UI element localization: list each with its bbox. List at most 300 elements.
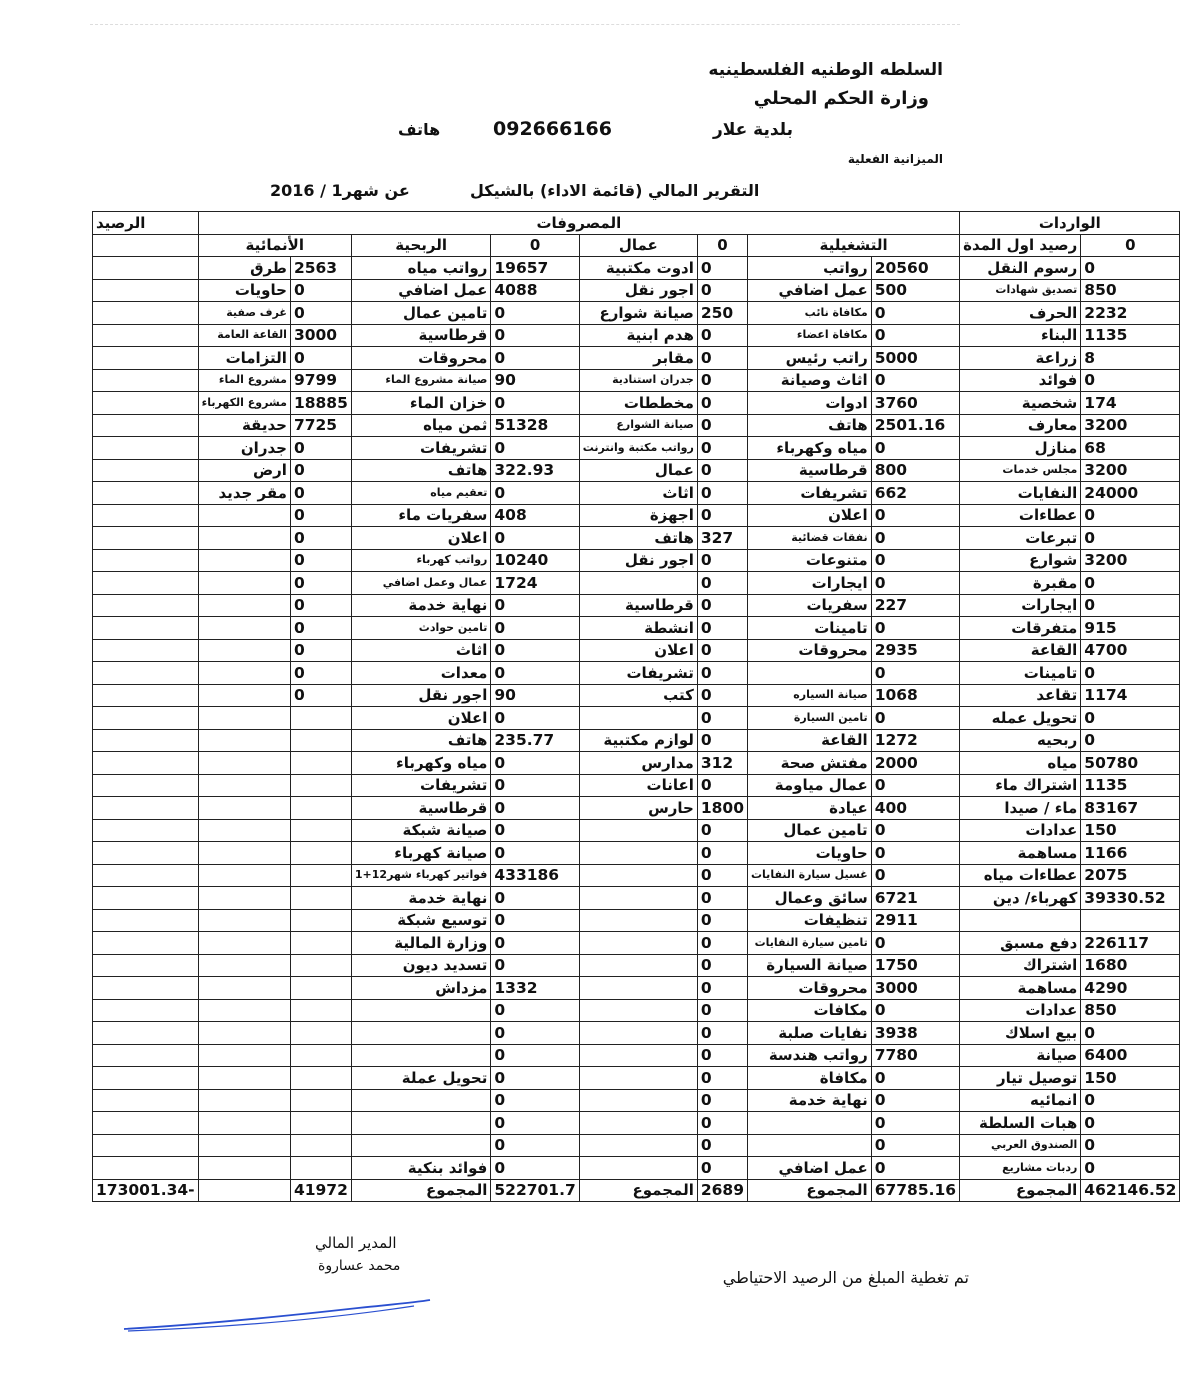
amount-cell: 0 bbox=[491, 999, 579, 1022]
label-cell: صيانة السياره bbox=[748, 684, 872, 707]
table-row bbox=[93, 617, 1180, 640]
amount-cell: 0 bbox=[871, 774, 959, 797]
amount-cell bbox=[93, 774, 199, 797]
amount-cell: 0 bbox=[871, 549, 959, 572]
label-cell: اعلان bbox=[351, 707, 491, 730]
label-cell bbox=[198, 707, 290, 730]
label-cell: ايجارات bbox=[960, 594, 1081, 617]
amount-cell: 0 bbox=[697, 729, 747, 752]
amount-cell: 0 bbox=[1081, 504, 1180, 527]
amount-cell bbox=[290, 1022, 351, 1045]
amount-cell: 0 bbox=[871, 707, 959, 730]
label-cell: تسديد ديون bbox=[351, 954, 491, 977]
amount-cell: 0 bbox=[290, 617, 351, 640]
amount-cell: 0 bbox=[871, 662, 959, 685]
amount-cell: 0 bbox=[697, 684, 747, 707]
amount-cell: 0 bbox=[697, 707, 747, 730]
amount-cell bbox=[93, 1157, 199, 1180]
label-cell: مكافات bbox=[748, 999, 872, 1022]
label-cell: ماء / صيدا bbox=[960, 797, 1081, 820]
coverage-note: تم تغطية المبلغ من الرصيد الاحتياطي bbox=[722, 1268, 969, 1287]
amount-cell: 18885 bbox=[290, 392, 351, 415]
label-cell: نفايات صلبة bbox=[748, 1022, 872, 1045]
amount-cell: 0 bbox=[697, 414, 747, 437]
label-cell: اثاث bbox=[579, 482, 697, 505]
label-cell: صيانة شبكة bbox=[351, 819, 491, 842]
amount-cell bbox=[93, 572, 199, 595]
amount-cell: 800 bbox=[871, 459, 959, 482]
label-cell: معارف bbox=[960, 414, 1081, 437]
amount-cell: 83167 bbox=[1081, 797, 1180, 820]
label-cell: لوازم مكتبية bbox=[579, 729, 697, 752]
label-cell: صيانة bbox=[960, 1044, 1081, 1067]
amount-cell: 0 bbox=[491, 1112, 579, 1135]
total-amount-cell: 462146.52 bbox=[1081, 1179, 1180, 1202]
amount-cell: 0 bbox=[491, 1089, 579, 1112]
label-cell: النفايات bbox=[960, 482, 1081, 505]
amount-cell bbox=[93, 459, 199, 482]
amount-cell: 24000 bbox=[1081, 482, 1180, 505]
label-cell: فواتير كهرباء شهر12+1 bbox=[351, 864, 491, 887]
opening-balance-value: 0 bbox=[1081, 234, 1180, 257]
amount-cell: 0 bbox=[491, 774, 579, 797]
label-cell: القاعة bbox=[748, 729, 872, 752]
label-cell: عمل اضافي bbox=[748, 1157, 872, 1180]
amount-cell: 0 bbox=[491, 932, 579, 955]
label-cell: عيادة bbox=[748, 797, 872, 820]
total-label-cell bbox=[198, 1179, 290, 1202]
label-cell bbox=[198, 527, 290, 550]
amount-cell: 7780 bbox=[871, 1044, 959, 1067]
label-cell: مياه وكهرباء bbox=[351, 752, 491, 775]
label-cell bbox=[198, 594, 290, 617]
label-cell bbox=[198, 1044, 290, 1067]
table-row bbox=[93, 1112, 1180, 1135]
amount-cell: 850 bbox=[1081, 279, 1180, 302]
label-cell bbox=[579, 819, 697, 842]
label-cell bbox=[198, 774, 290, 797]
amount-cell: 0 bbox=[871, 1089, 959, 1112]
label-cell: مجلس خدمات bbox=[960, 459, 1081, 482]
amount-cell bbox=[1081, 909, 1180, 932]
amount-cell: 0 bbox=[491, 842, 579, 865]
label-cell bbox=[579, 842, 697, 865]
amount-cell bbox=[93, 842, 199, 865]
label-cell: تامين حوادث bbox=[351, 617, 491, 640]
amount-cell: 0 bbox=[491, 662, 579, 685]
label-cell bbox=[748, 1112, 872, 1135]
label-cell: تشريفات bbox=[351, 774, 491, 797]
amount-cell: 68 bbox=[1081, 437, 1180, 460]
amount-cell: 0 bbox=[697, 504, 747, 527]
label-cell bbox=[579, 887, 697, 910]
table-row bbox=[93, 954, 1180, 977]
label-cell: تامين السيارة bbox=[748, 707, 872, 730]
revenues-header: الواردات bbox=[960, 212, 1180, 235]
amount-cell: 0 bbox=[697, 324, 747, 347]
amount-cell: 0 bbox=[1081, 594, 1180, 617]
label-cell: عمل اضافي bbox=[351, 279, 491, 302]
table-row bbox=[93, 392, 1180, 415]
amount-cell: 0 bbox=[697, 1044, 747, 1067]
amount-cell: 0 bbox=[871, 1157, 959, 1180]
amount-cell: 0 bbox=[697, 572, 747, 595]
amount-cell: 3760 bbox=[871, 392, 959, 415]
amount-cell bbox=[93, 864, 199, 887]
label-cell: هبات السلطة bbox=[960, 1112, 1081, 1135]
label-cell: حارس bbox=[579, 797, 697, 820]
table-head-row-1 bbox=[93, 212, 1180, 235]
label-cell: تشريفات bbox=[351, 437, 491, 460]
amount-cell: 0 bbox=[697, 279, 747, 302]
table-row bbox=[93, 324, 1180, 347]
amount-cell: 0 bbox=[1081, 729, 1180, 752]
label-cell: غرف صفية bbox=[198, 302, 290, 325]
label-cell bbox=[579, 707, 697, 730]
amount-cell: 0 bbox=[871, 1067, 959, 1090]
amount-cell bbox=[290, 752, 351, 775]
table-row bbox=[93, 887, 1180, 910]
amount-cell: 7725 bbox=[290, 414, 351, 437]
label-cell: وزارة المالية bbox=[351, 932, 491, 955]
amount-cell bbox=[290, 954, 351, 977]
amount-cell: 0 bbox=[697, 774, 747, 797]
label-cell: ثمن مياه bbox=[351, 414, 491, 437]
label-cell: انشطة bbox=[579, 617, 697, 640]
label-cell: دفع مسبق bbox=[960, 932, 1081, 955]
label-cell: محروقات bbox=[748, 639, 872, 662]
label-cell bbox=[198, 819, 290, 842]
label-cell bbox=[579, 1067, 697, 1090]
label-cell bbox=[579, 977, 697, 1000]
label-cell: زراعة bbox=[960, 347, 1081, 370]
amount-cell: 4290 bbox=[1081, 977, 1180, 1000]
label-cell: تحويل عمله bbox=[960, 707, 1081, 730]
amount-cell: 0 bbox=[290, 549, 351, 572]
table-row bbox=[93, 684, 1180, 707]
amount-cell: 4700 bbox=[1081, 639, 1180, 662]
amount-cell bbox=[290, 1089, 351, 1112]
amount-cell: 0 bbox=[871, 1112, 959, 1135]
label-cell: قرطاسية bbox=[748, 459, 872, 482]
label-cell: عدادات bbox=[960, 999, 1081, 1022]
amount-cell: 0 bbox=[871, 572, 959, 595]
label-cell: هاتف bbox=[351, 729, 491, 752]
amount-cell: 0 bbox=[491, 617, 579, 640]
amount-cell: 0 bbox=[697, 1022, 747, 1045]
amount-cell: 235.77 bbox=[491, 729, 579, 752]
label-cell: نهاية خدمة bbox=[351, 887, 491, 910]
operating-value: 0 bbox=[697, 234, 747, 257]
label-cell: صيانة السيارة bbox=[748, 954, 872, 977]
label-cell bbox=[748, 1134, 872, 1157]
label-cell: فوائد bbox=[960, 369, 1081, 392]
table-row bbox=[93, 414, 1180, 437]
table-row bbox=[93, 774, 1180, 797]
label-cell: رواتب مياه bbox=[351, 257, 491, 280]
label-cell bbox=[198, 662, 290, 685]
table-row bbox=[93, 752, 1180, 775]
signature bbox=[118, 1296, 438, 1336]
label-cell: سائق وعمال bbox=[748, 887, 872, 910]
amount-cell bbox=[290, 1157, 351, 1180]
table-row bbox=[93, 1067, 1180, 1090]
label-cell: تشريفات bbox=[579, 662, 697, 685]
amount-cell: 174 bbox=[1081, 392, 1180, 415]
amount-cell: 250 bbox=[697, 302, 747, 325]
label-cell: مكافاة اعضاء bbox=[748, 324, 872, 347]
amount-cell bbox=[93, 954, 199, 977]
amount-cell bbox=[93, 729, 199, 752]
amount-cell bbox=[290, 1044, 351, 1067]
amount-cell: 0 bbox=[697, 1157, 747, 1180]
amount-cell: 3000 bbox=[871, 977, 959, 1000]
amount-cell bbox=[290, 999, 351, 1022]
label-cell: متفرقات bbox=[960, 617, 1081, 640]
amount-cell bbox=[93, 1044, 199, 1067]
amount-cell: 20560 bbox=[871, 257, 959, 280]
table-row bbox=[93, 572, 1180, 595]
amount-cell: 0 bbox=[697, 999, 747, 1022]
table-row bbox=[93, 707, 1180, 730]
amount-cell: 0 bbox=[290, 527, 351, 550]
label-cell bbox=[198, 954, 290, 977]
total-label-cell: المجموع bbox=[579, 1179, 697, 1202]
amount-cell: 0 bbox=[491, 909, 579, 932]
amount-cell: 0 bbox=[290, 279, 351, 302]
amount-cell: 4088 bbox=[491, 279, 579, 302]
table-row bbox=[93, 594, 1180, 617]
label-cell: معدات bbox=[351, 662, 491, 685]
table-row bbox=[93, 1157, 1180, 1180]
label-cell: عدادات bbox=[960, 819, 1081, 842]
amount-cell: 0 bbox=[1081, 369, 1180, 392]
label-cell: تحويل عملة bbox=[351, 1067, 491, 1090]
label-cell: ردبات مشاريع bbox=[960, 1157, 1081, 1180]
amount-cell: 0 bbox=[491, 1022, 579, 1045]
amount-cell: 0 bbox=[290, 684, 351, 707]
amount-cell: 312 bbox=[697, 752, 747, 775]
table-row bbox=[93, 549, 1180, 572]
amount-cell: 0 bbox=[871, 819, 959, 842]
label-cell: هاتف bbox=[351, 459, 491, 482]
label-cell bbox=[198, 1022, 290, 1045]
label-cell: اجور نقل bbox=[351, 684, 491, 707]
amount-cell: 6400 bbox=[1081, 1044, 1180, 1067]
table-row bbox=[93, 504, 1180, 527]
amount-cell bbox=[290, 864, 351, 887]
label-cell: خزان الماء bbox=[351, 392, 491, 415]
table-row bbox=[93, 527, 1180, 550]
amount-cell bbox=[93, 392, 199, 415]
amount-cell: 0 bbox=[491, 752, 579, 775]
balance-header: الرصيد bbox=[93, 212, 199, 235]
amount-cell: 0 bbox=[1081, 662, 1180, 685]
label-cell: صيانة مشروع الماء bbox=[351, 369, 491, 392]
label-cell bbox=[198, 504, 290, 527]
amount-cell: 0 bbox=[697, 1089, 747, 1112]
amount-cell: 0 bbox=[491, 1134, 579, 1157]
label-cell: اعانات bbox=[579, 774, 697, 797]
amount-cell: 0 bbox=[491, 1044, 579, 1067]
amount-cell: 90 bbox=[491, 684, 579, 707]
table-row bbox=[93, 1134, 1180, 1157]
amount-cell: 0 bbox=[290, 437, 351, 460]
amount-cell: 850 bbox=[1081, 999, 1180, 1022]
amount-cell: 0 bbox=[290, 594, 351, 617]
amount-cell: 0 bbox=[871, 999, 959, 1022]
amount-cell: 0 bbox=[697, 954, 747, 977]
amount-cell: 322.93 bbox=[491, 459, 579, 482]
amount-cell: 50780 bbox=[1081, 752, 1180, 775]
amount-cell bbox=[290, 932, 351, 955]
amount-cell bbox=[93, 752, 199, 775]
label-cell bbox=[579, 932, 697, 955]
budget-note: الميزانية الفعلية bbox=[847, 152, 943, 166]
label-cell: هاتف bbox=[748, 414, 872, 437]
label-cell: ادوت مكتبية bbox=[579, 257, 697, 280]
amount-cell: 3938 bbox=[871, 1022, 959, 1045]
label-cell: عطاءات مياه bbox=[960, 864, 1081, 887]
label-cell bbox=[579, 999, 697, 1022]
label-cell: عمال bbox=[579, 459, 697, 482]
label-cell: تقاعد bbox=[960, 684, 1081, 707]
label-cell: رواتب مكتبة وانترنت bbox=[579, 437, 697, 460]
label-cell bbox=[198, 909, 290, 932]
label-cell: القاعة bbox=[960, 639, 1081, 662]
amount-cell: 0 bbox=[290, 639, 351, 662]
amount-cell bbox=[93, 527, 199, 550]
amount-cell: 0 bbox=[697, 617, 747, 640]
amount-cell: 0 bbox=[1081, 1022, 1180, 1045]
label-cell bbox=[198, 1112, 290, 1135]
label-cell: محروقات bbox=[351, 347, 491, 370]
label-cell: منازل bbox=[960, 437, 1081, 460]
label-cell bbox=[351, 999, 491, 1022]
amount-cell: 0 bbox=[697, 662, 747, 685]
amount-cell: 2232 bbox=[1081, 302, 1180, 325]
table-row bbox=[93, 302, 1180, 325]
amount-cell: 0 bbox=[697, 639, 747, 662]
financial-table bbox=[92, 211, 1180, 1202]
total-label-cell: المجموع bbox=[748, 1179, 872, 1202]
label-cell bbox=[198, 1089, 290, 1112]
label-cell: اشتراك bbox=[960, 954, 1081, 977]
label-cell: ارض bbox=[198, 459, 290, 482]
amount-cell bbox=[93, 684, 199, 707]
table-row bbox=[93, 437, 1180, 460]
amount-cell: 0 bbox=[491, 797, 579, 820]
label-cell: نفقات قضائية bbox=[748, 527, 872, 550]
table-row bbox=[93, 639, 1180, 662]
amount-cell: 0 bbox=[491, 482, 579, 505]
amount-cell bbox=[93, 279, 199, 302]
amount-cell: 0 bbox=[697, 932, 747, 955]
amount-cell bbox=[93, 819, 199, 842]
label-cell: غسيل سيارة النفايات bbox=[748, 864, 872, 887]
amount-cell bbox=[290, 909, 351, 932]
label-cell bbox=[198, 864, 290, 887]
label-cell: مياه bbox=[960, 752, 1081, 775]
amount-cell bbox=[290, 729, 351, 752]
amount-cell: 10240 bbox=[491, 549, 579, 572]
amount-cell bbox=[93, 887, 199, 910]
amount-cell bbox=[93, 302, 199, 325]
amount-cell: 0 bbox=[491, 707, 579, 730]
label-cell: الحرف bbox=[960, 302, 1081, 325]
label-cell: مكافاة نائب bbox=[748, 302, 872, 325]
amount-cell: 0 bbox=[697, 459, 747, 482]
label-cell: صيانة كهرباء bbox=[351, 842, 491, 865]
amount-cell: 227 bbox=[871, 594, 959, 617]
municipality-name: بلدية علار bbox=[712, 120, 793, 140]
amount-cell: 150 bbox=[1081, 819, 1180, 842]
amount-cell: 2000 bbox=[871, 752, 959, 775]
amount-cell: 3000 bbox=[290, 324, 351, 347]
label-cell: تامين عمال bbox=[351, 302, 491, 325]
label-cell bbox=[198, 1134, 290, 1157]
table-head-row-2 bbox=[93, 234, 1180, 257]
amount-cell: 226117 bbox=[1081, 932, 1180, 955]
table-row bbox=[93, 864, 1180, 887]
label-cell: اعلان bbox=[351, 527, 491, 550]
label-cell: نهاية خدمة bbox=[748, 1089, 872, 1112]
amount-cell: 0 bbox=[697, 257, 747, 280]
total-amount-cell: 2689 bbox=[697, 1179, 747, 1202]
table-row bbox=[93, 999, 1180, 1022]
amount-cell: 0 bbox=[290, 662, 351, 685]
opening-balance-label: رصيد اول المدة bbox=[960, 234, 1081, 257]
amount-cell bbox=[93, 977, 199, 1000]
amount-cell: 915 bbox=[1081, 617, 1180, 640]
amount-cell: 0 bbox=[697, 819, 747, 842]
amount-cell bbox=[93, 1112, 199, 1135]
label-cell: جدران استنادية bbox=[579, 369, 697, 392]
amount-cell: 0 bbox=[697, 1112, 747, 1135]
amount-cell: 327 bbox=[697, 527, 747, 550]
amount-cell: 0 bbox=[491, 437, 579, 460]
amount-cell bbox=[290, 1112, 351, 1135]
amount-cell bbox=[290, 819, 351, 842]
label-cell bbox=[198, 932, 290, 955]
label-cell: القاعة العامة bbox=[198, 324, 290, 347]
label-cell bbox=[579, 1022, 697, 1045]
label-cell: هاتف bbox=[579, 527, 697, 550]
label-cell: مفتش صحة bbox=[748, 752, 872, 775]
amount-cell: 0 bbox=[290, 302, 351, 325]
authority-title: السلطه الوطنيه الفلسطينيه bbox=[708, 60, 943, 80]
amount-cell: 0 bbox=[1081, 1134, 1180, 1157]
label-cell bbox=[351, 1044, 491, 1067]
amount-cell bbox=[290, 1067, 351, 1090]
total-label-cell: المجموع bbox=[960, 1179, 1081, 1202]
label-cell: قرطاسية bbox=[351, 324, 491, 347]
phone-number: 092666166 bbox=[493, 118, 612, 140]
amount-cell: 0 bbox=[697, 549, 747, 572]
label-cell: اعلان bbox=[579, 639, 697, 662]
label-cell: طرق bbox=[198, 257, 290, 280]
label-cell: شخصية bbox=[960, 392, 1081, 415]
amount-cell: 0 bbox=[697, 887, 747, 910]
label-cell: التزامات bbox=[198, 347, 290, 370]
amount-cell: 5000 bbox=[871, 347, 959, 370]
amount-cell bbox=[93, 1022, 199, 1045]
amount-cell: 408 bbox=[491, 504, 579, 527]
label-cell: سفريات ماء bbox=[351, 504, 491, 527]
label-cell: اجور نقل bbox=[579, 279, 697, 302]
balance-empty bbox=[93, 234, 199, 257]
label-cell: مقبرة bbox=[960, 572, 1081, 595]
